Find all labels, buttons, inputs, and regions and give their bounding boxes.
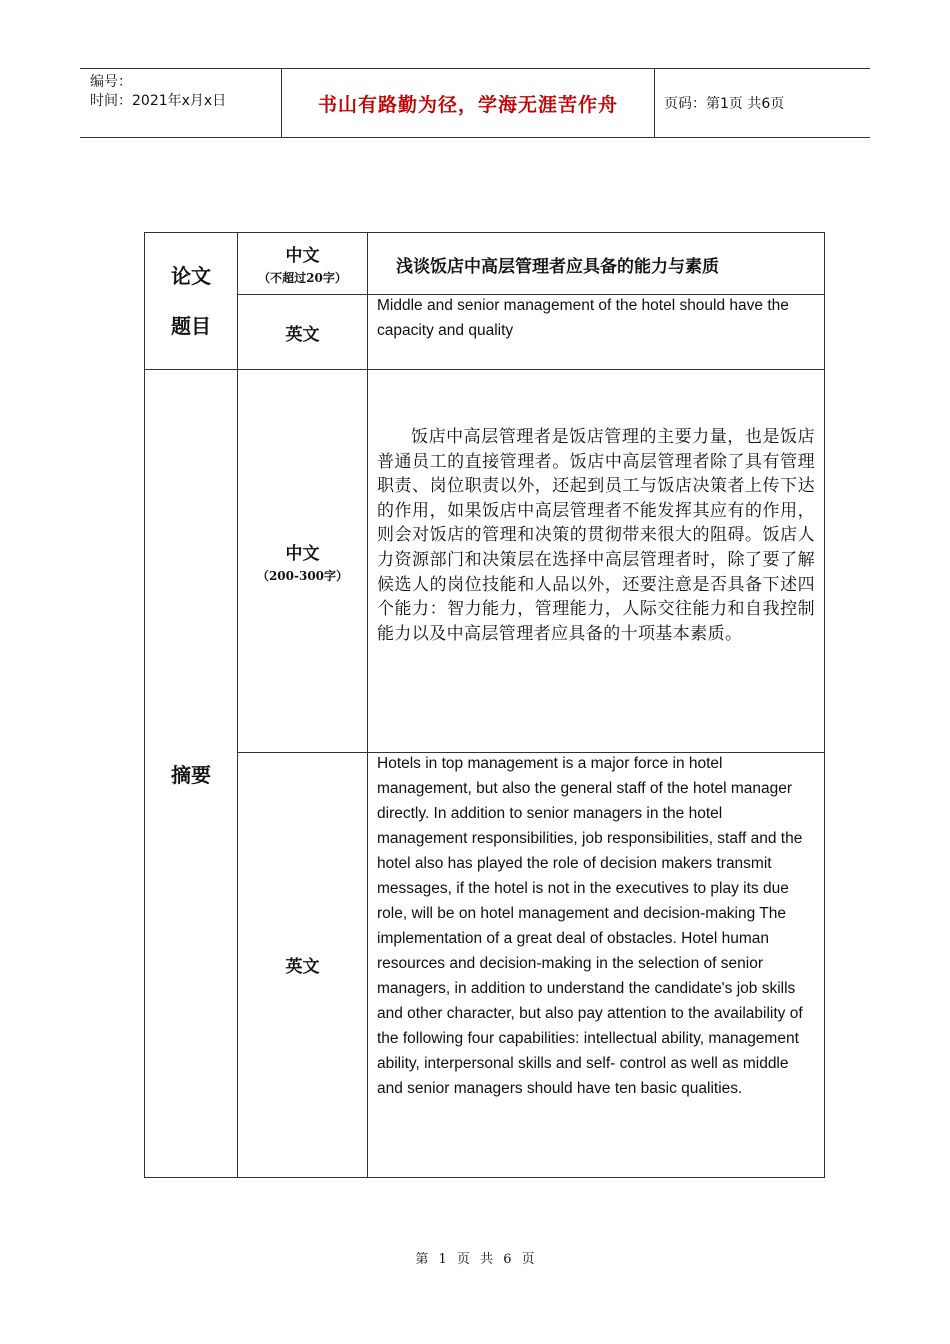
- header-motto: 书山有路勤为径，学海无涯苦作舟: [317, 93, 618, 116]
- title-zh-value: 浅谈饭店中高层管理者应具备的能力与素质: [396, 257, 719, 277]
- abstract-label: 摘要: [171, 762, 211, 787]
- title-en-value: Middle and senior management of the hotel should have the capacity and quality: [377, 297, 789, 339]
- page-footer: 第 1 页 共 6 页: [415, 1252, 535, 1267]
- page-header: [80, 68, 870, 138]
- abstract-zh-label: 中文 （200-300字）: [256, 543, 349, 583]
- header-meta: [90, 73, 226, 111]
- title-zh-note: （不超过20字）: [258, 271, 347, 285]
- abstract-zh-value: 饭店中高层管理者是饭店管理的主要力量，也是饭店普通员工的直接管理者。饭店中高层管理者除了具有管理职责、岗位职责以外，还起到员工与饭店决策者上传下达的作用，如果饭店中高层管理者不能发挥其应有的作用，则会对饭店的管理和决策的贯彻带来很大的阻碍。饭店人力资源部门和决策层在选择中高层管理者时，除了要了解候选人的岗位技能和人品以外，还要注意是否具备下述四个能力：智力能力，管理能力，人际交往能力和自我控制能力以及中高层管理者应具备的十项基本素质。: [377, 427, 815, 644]
- title-en-label: 英文: [285, 324, 320, 345]
- title-zh-label: 中文 （不超过20字）: [258, 246, 347, 285]
- abstract-en-value: Hotels in top management is a major force in hotel management, but also the general staff of the hotel manager directly. In addition to senior managers in the hotel management responsibilities, job responsibilities, staff and the hotel also has played the role of decision makers transmit messages, if the hotel is not in the executives to play its due role, will be on hotel management and decision-making The implementation of a great deal of obstacles. Hotel human resources and decision-making in the selection of senior managers, in addition to understand the candidate's job skills and other character, but also pay attention to the availability of the following four capabilities: intellectual ability, management ability, interpersonal skills and self- control as well as middle and senior managers should have ten basic qualities.: [377, 755, 803, 1097]
- table-line: [367, 233, 368, 1177]
- abstract-zh-note: （200-300字）: [256, 568, 349, 583]
- thesis-title-label: 论文 题目: [171, 264, 211, 338]
- header-divider: [654, 69, 655, 137]
- document-number: 编号：: [90, 74, 132, 90]
- header-page-info: 页码：第1页 共6页: [664, 96, 785, 112]
- abstract-en-label: 英文: [285, 957, 320, 977]
- document-time: 时间：2021年x月x日: [90, 93, 227, 109]
